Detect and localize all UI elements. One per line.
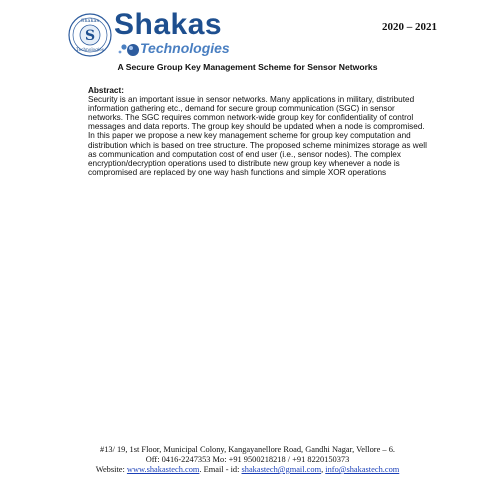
seal-text-top: Shakas bbox=[80, 18, 100, 24]
footer-phone: Off: 0416-2247353 Mo: +91 9500218218 / +91 8220150373 bbox=[145, 455, 350, 464]
footer bbox=[0, 445, 495, 475]
footer-contact-line: Website: www.shakastech.com. Email - id: shakastech@gmail.com, info@shakastech.com bbox=[95, 465, 400, 474]
abstract-section bbox=[88, 86, 428, 177]
brand-logo bbox=[114, 10, 264, 58]
footer-address: #13/ 19, 1st Floor, Municipal Colony, Kangayanellore Road, Gandhi Nagar, Vellore – 6. bbox=[100, 445, 395, 454]
abstract-heading: Abstract: bbox=[88, 86, 124, 95]
academic-year: 2020 – 2021 bbox=[382, 21, 437, 33]
website-link[interactable]: www.shakastech.com bbox=[126, 465, 200, 474]
website-label: Website: bbox=[95, 465, 125, 474]
document-title: A Secure Group Key Management Scheme for Sensor Networks bbox=[117, 62, 378, 72]
email-link-2[interactable]: info@shakastech.com bbox=[325, 465, 400, 474]
email-link-1[interactable]: shakastech@gmail.com bbox=[241, 465, 322, 474]
brand-subtitle: Technologies bbox=[140, 40, 230, 56]
seal-letter: S bbox=[84, 28, 96, 44]
email-label: Email - id: bbox=[203, 465, 240, 474]
brand-name: Shakas bbox=[114, 8, 223, 41]
brand-orb-icon bbox=[114, 38, 142, 58]
abstract-text: Security is an important issue in sensor networks. Many applications in military, distributed information gathering etc., demand for secure group communication (SGC) in sensor networks. The SGC requires common network-wide group key for confidentiality of control messages and data reports. The group key should be updated when a node is compromised. In this paper we propose a new key management scheme for group key computation and distribution which is based on tree structure. The proposed scheme minimizes storage as well as communication and computation cost of end user (i.e., sensor nodes). The complex encryption/decryption operations used to distribute new group key whenever a node is compromised are replaced by one way hash functions and simple XOR operations bbox=[88, 95, 427, 177]
seal-text-bottom: Technologies bbox=[76, 47, 104, 52]
email-separator: , bbox=[321, 465, 324, 474]
company-seal-logo bbox=[68, 13, 112, 57]
